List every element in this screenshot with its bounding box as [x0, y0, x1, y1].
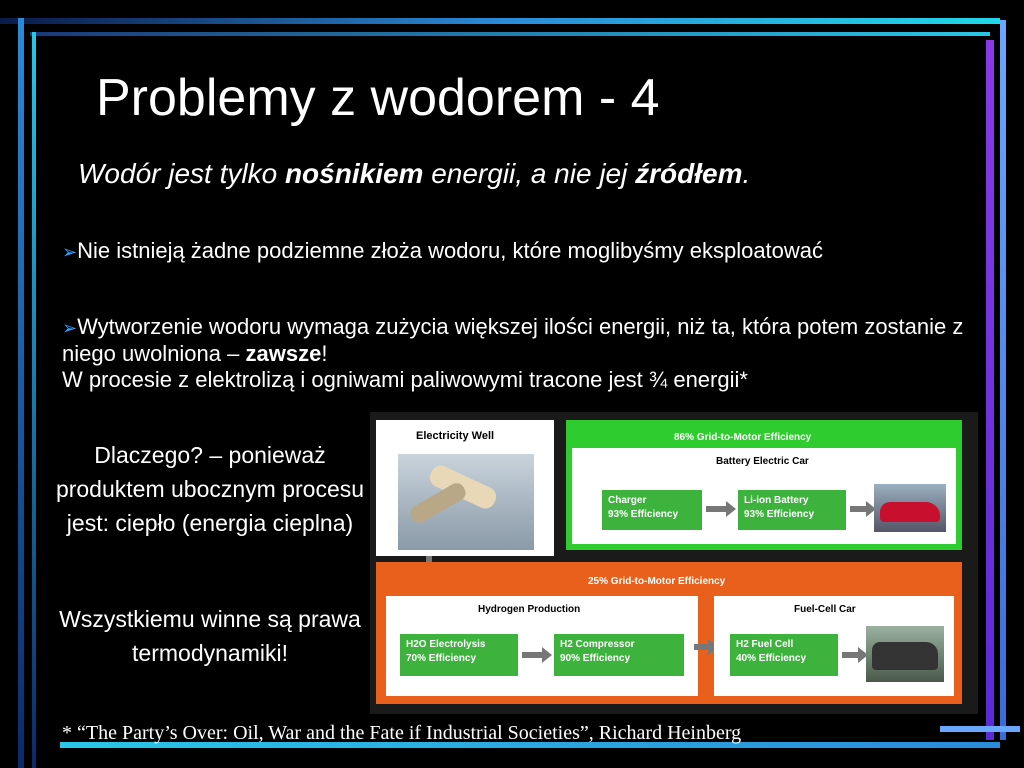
li-ion-box	[736, 488, 848, 532]
electrolysis-efficiency: 70% Efficiency	[406, 653, 477, 664]
fuel-cell-car-image	[866, 626, 944, 682]
bullet-2	[62, 314, 972, 393]
bullet-2-end: !	[321, 341, 328, 366]
bullet-2-line2: W procesie z elektrolizą i ogniwami paliwowymi tracone jest ¾ energii*	[62, 367, 748, 392]
bullet-1	[62, 238, 972, 265]
fuel-cell-label: H2 Fuel Cell	[736, 639, 794, 650]
compressor-efficiency: 90% Efficiency	[560, 653, 631, 664]
electric-car-image	[874, 484, 946, 532]
arrow-right-icon	[842, 652, 858, 658]
bullet-arrow-icon: ➢	[62, 242, 78, 262]
subtitle-bold-1: nośnikiem	[284, 158, 424, 189]
frame-top-bar	[0, 18, 1000, 24]
electrolysis-box	[398, 632, 520, 678]
slide-title: Problemy z wodorem - 4	[96, 69, 660, 127]
arrow-right-icon	[522, 652, 542, 658]
efficiency-diagram	[370, 412, 978, 714]
compressor-label: H2 Compressor	[560, 639, 635, 650]
frame-right-bar-2	[1000, 20, 1006, 740]
fuel-cell-car-inner	[714, 596, 954, 696]
li-ion-efficiency: 93% Efficiency	[744, 509, 815, 520]
charger-label: Charger	[608, 495, 647, 506]
subtitle-text-1: Wodór jest tylko	[78, 158, 285, 189]
bev-label: Battery Electric Car	[716, 456, 809, 467]
frame-left-bar-2	[32, 32, 36, 768]
compressor-box	[552, 632, 686, 678]
h2-production-inner	[386, 596, 698, 696]
fuel-cell-box	[728, 632, 840, 678]
li-ion-label: Li-ion Battery	[744, 495, 809, 506]
electricity-well-label: Electricity Well	[416, 430, 495, 442]
bev-inner	[572, 448, 956, 544]
fc-efficiency-header: 25% Grid-to-Motor Efficiency	[588, 576, 726, 587]
bullet-2-text: Wytworzenie wodoru wymaga zużycia większej ilości energii, niż ta, która potem zostanie z niego uwolniona –	[62, 314, 964, 366]
side-blame-text: Wszystkiemu winne są prawa termodynamiki!	[59, 606, 361, 666]
footnote: * “The Party’s Over: Oil, War and the Fate if Industrial Societies”, Richard Heinberg	[62, 722, 742, 744]
bev-efficiency-header: 86% Grid-to-Motor Efficiency	[674, 432, 812, 443]
fuel-cell-car-label: Fuel-Cell Car	[794, 604, 856, 615]
bullet-1-text: Nie istnieją żadne podziemne złoża wodoru, które moglibyśmy eksploatować	[77, 238, 824, 263]
side-why-text: Dlaczego? – ponieważ produktem ubocznym procesu jest: ciepło (energia cieplna)	[55, 442, 365, 536]
frame-top-bar-2	[30, 32, 990, 36]
arrow-right-icon	[694, 644, 708, 650]
charger-efficiency: 93% Efficiency	[608, 509, 679, 520]
subtitle-text-2: energii, a nie jej	[423, 158, 636, 189]
arrow-right-icon	[850, 506, 866, 512]
slide-subtitle	[78, 158, 750, 190]
h2-production-label: Hydrogen Production	[478, 604, 581, 615]
frame-bottom-bar-2	[940, 726, 1020, 732]
bullet-2-bold: zawsze	[245, 341, 322, 366]
subtitle-bold-2: źródłem	[635, 158, 743, 189]
frame-right-bar	[986, 40, 994, 740]
fuel-cell-panel	[376, 562, 962, 704]
wind-turbine-image	[398, 454, 534, 550]
fuel-cell-efficiency: 40% Efficiency	[736, 653, 807, 664]
arrow-right-icon	[706, 506, 726, 512]
electricity-well-panel	[376, 420, 554, 556]
subtitle-text-3: .	[742, 158, 751, 189]
charger-box	[600, 488, 704, 532]
frame-left-bar	[18, 18, 24, 768]
electrolysis-label: H2O Electrolysis	[406, 639, 486, 650]
bev-panel	[566, 420, 962, 550]
bullet-arrow-icon: ➢	[62, 318, 78, 338]
